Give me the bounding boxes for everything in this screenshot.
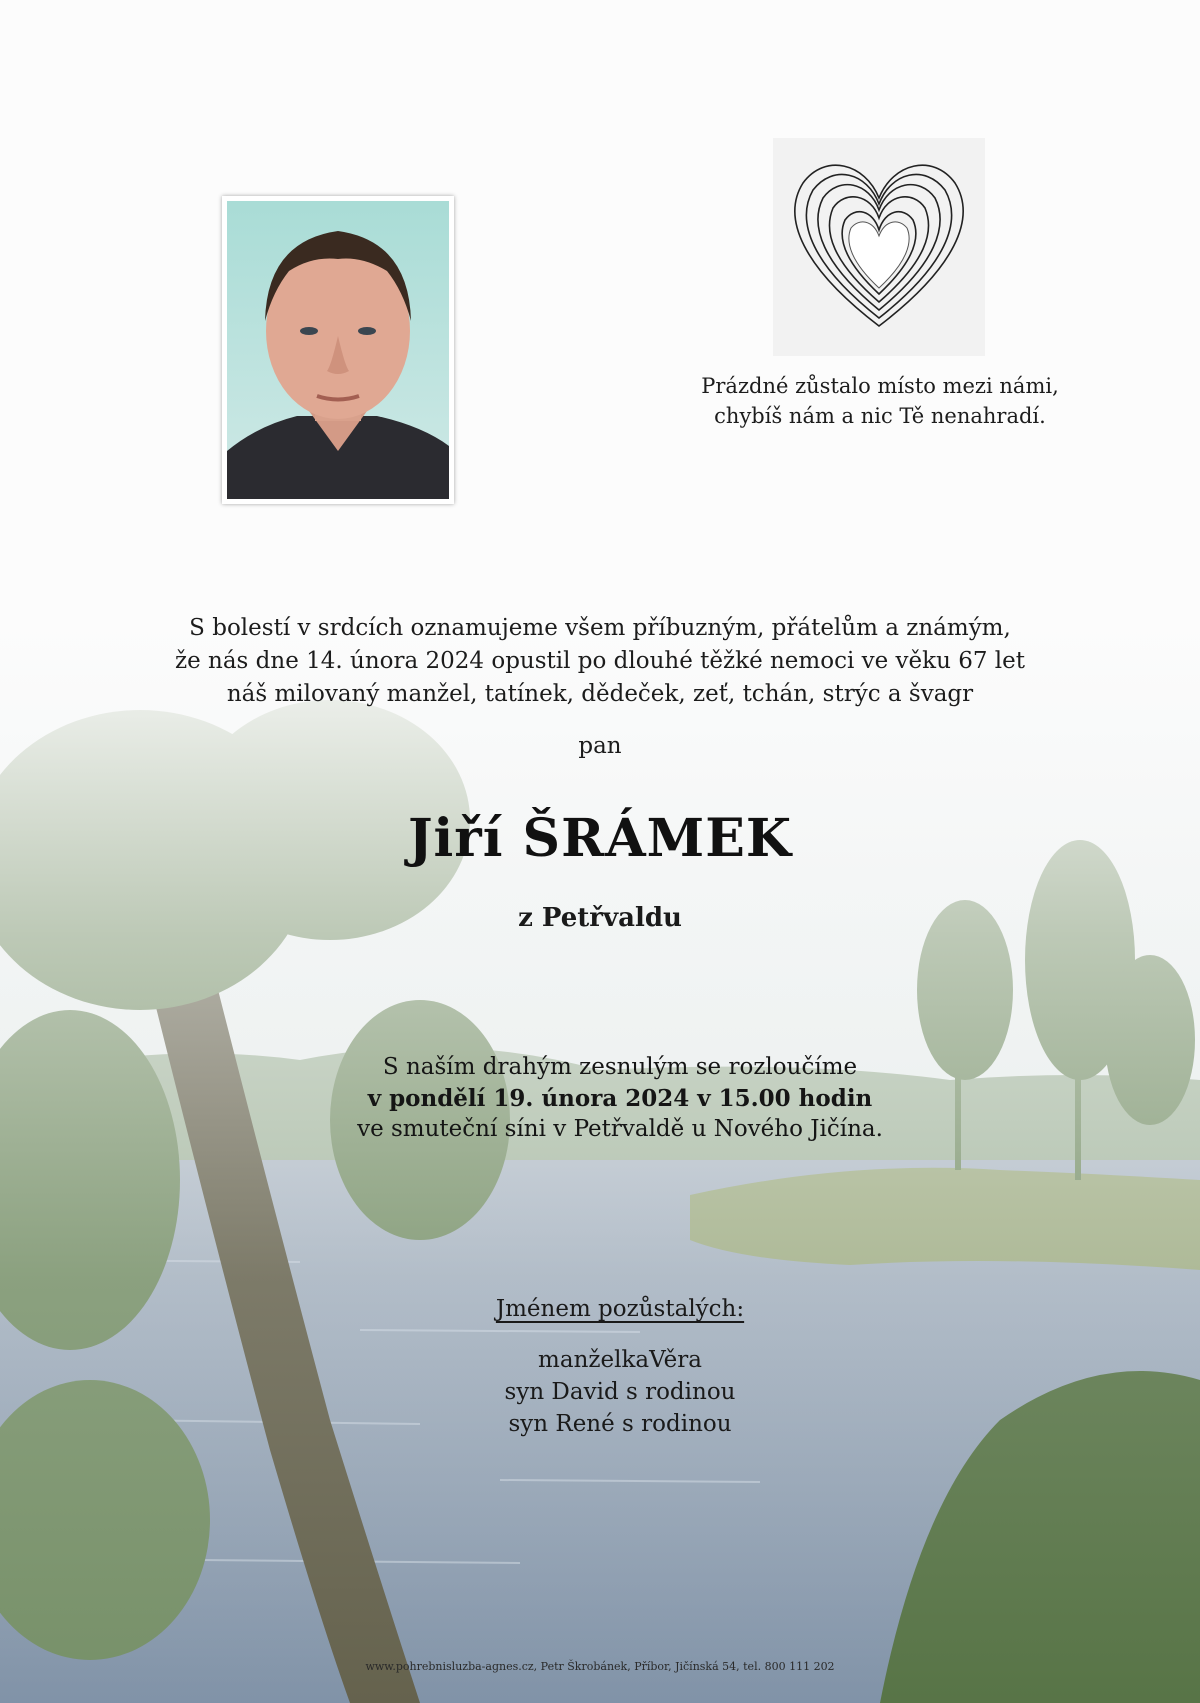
portrait-photo <box>222 196 454 504</box>
survivors-list <box>430 1344 810 1440</box>
survivors-heading <box>430 1296 810 1322</box>
survivors-heading-text: Jménem pozůstalých: <box>495 1296 745 1322</box>
survivor-item: manželkaVěra <box>538 1347 702 1373</box>
farewell-line-1: S naším drahým zesnulým se rozloučíme <box>382 1054 858 1080</box>
announcement-line-1: S bolestí v srdcích oznamujeme všem příbuzným, přátelům a známým, <box>189 615 1011 641</box>
quote-line-1: Prázdné zůstalo místo mezi námi, <box>701 374 1059 398</box>
farewell-location: ve smuteční síni v Petřvaldě u Nového Jičína. <box>357 1116 883 1142</box>
quote-line-2: chybíš nám a nic Tě nenahradí. <box>714 404 1046 428</box>
memorial-quote <box>640 371 1120 431</box>
funeral-service-footer: www.pohrebnisluzba-agnes.cz, Petr Škrobánek, Příbor, Jičínská 54, tel. 800 111 202 <box>365 1660 835 1673</box>
death-announcement <box>130 612 1070 711</box>
salutation: pan <box>578 733 622 759</box>
announcement-line-2: že nás dne 14. února 2024 opustil po dlouhé těžké nemoci ve věku 67 let <box>174 648 1025 674</box>
survivor-item: syn René s rodinou <box>508 1411 732 1437</box>
deceased-origin: z Petřvaldu <box>518 903 682 933</box>
deceased-name: Jiří ŠRÁMEK <box>407 808 793 869</box>
portrait-image <box>227 201 449 499</box>
announcement-line-3: náš milovaný manžel, tatínek, dědeček, zeť, tchán, strýc a švagr <box>226 681 974 707</box>
funeral-details <box>250 1052 990 1145</box>
nested-hearts-icon <box>773 138 985 356</box>
survivor-item: syn David s rodinou <box>504 1379 736 1405</box>
farewell-date-time: v pondělí 19. února 2024 v 15.00 hodin <box>367 1085 873 1112</box>
